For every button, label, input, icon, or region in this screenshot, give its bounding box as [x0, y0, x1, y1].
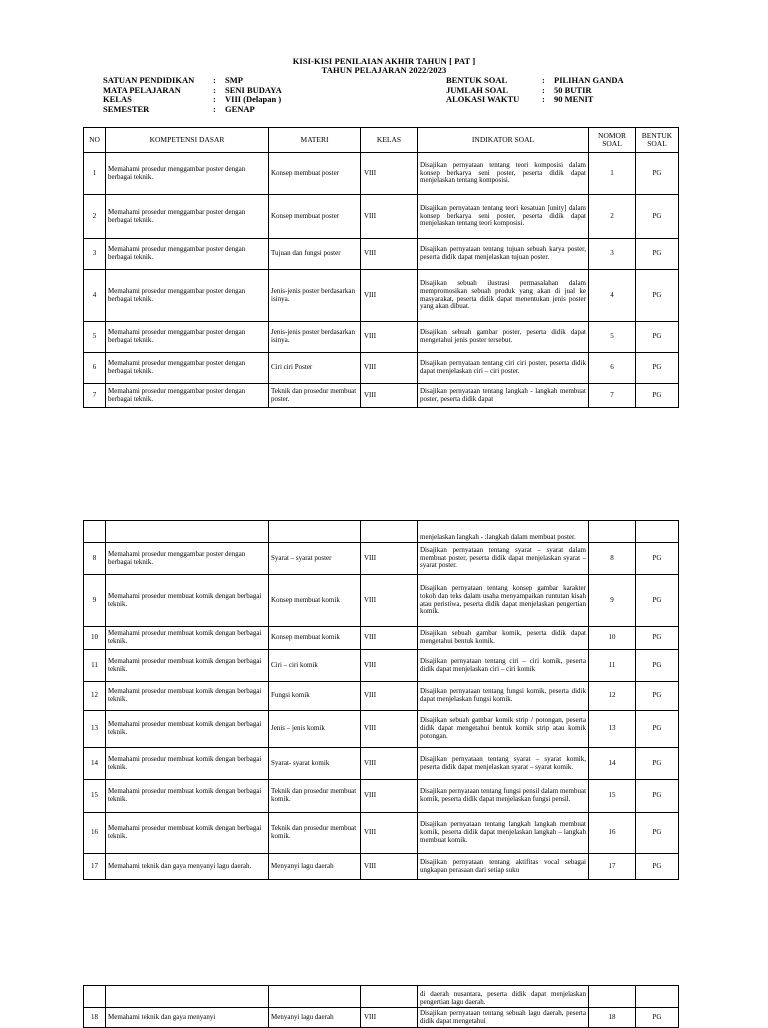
table-row: 5 Memahami prosedur menggambar poster dengan berbagai teknik. Jenis-jenis poster berdasarkan isinya. VIII Disajikan sebuah gambar poster, peserta didik dapat mengetahui jenis poster tersebut. 5 PG — [84, 322, 679, 353]
kisi-kisi-table-page2 — [83, 520, 679, 880]
meta-row: ALOKASI WAKTU : 90 MENIT — [446, 94, 594, 104]
meta-row: SATUAN PENDIDIKAN : SMP — [103, 75, 243, 85]
table-row: 18 Memahami teknik dan gaya menyanyi Menyanyi lagu daerah VIII Disajikan pernyataan tentang sebuah lagu daerah, peserta didik dapat mengetahui 18 PG — [84, 1008, 679, 1028]
table-row: 10 Memahami prosedur membuat komik dengan berbagai teknik. Konsep membuat komik VIII Disajikan sebuah gambar komik, peserta didik dapat mengetahui bentuk komik. 10 PG — [84, 627, 679, 650]
col-header-materi: MATERI — [269, 128, 361, 153]
meta-row: BENTUK SOAL : PILIHAN GANDA — [446, 75, 624, 85]
table-row: 14 Memahami prosedur membuat komik dengan berbagai teknik. Syarat- syarat komik VIII Disajikan pernyataan tentang syarat – syarat komik, peserta didik dapat menjelaskan syarat – syarat komik. 14 PG — [84, 748, 679, 780]
table-row: 9 Memahami prosedur membuat komik dengan berbagai teknik. Konsep membuat komik VIII Disajikan pernyataan tentang konsep gambar karakter tokoh dan teks dalam usaha menyampaikan runtutan kisah atau peristiwa, peserta didik dapat menjelaskan pengertian komik. 9 PG — [84, 575, 679, 627]
meta-row: KELAS : VIII (Delapan ) — [103, 94, 282, 104]
col-header-kelas: KELAS — [361, 128, 418, 153]
table-row: 17 Memahami teknik dan gaya menyanyi lagu daerah. Menyanyi lagu daerah VIII Disajikan pernyataan tentang aktifitas vocal sebagai ungkapan perasaan dari setiap suku 17 PG — [84, 854, 679, 880]
meta-right — [446, 76, 624, 105]
meta-row: MATA PELAJARAN : SENI BUDAYA — [103, 84, 282, 95]
document-title: KISI-KISI PENILAIAN AKHIR TAHUN [ PAT ] — [292, 56, 476, 66]
table-row: 2 Memahami prosedur menggambar poster dengan berbagai teknik. Konsep membuat poster VIII Disajikan pernyataan tentang teori kesatuan [unity] dalam konsep berkarya seni poster, peserta didik dapat menjelaskan tentang teori komposisi. 2 PG — [84, 195, 679, 239]
kisi-kisi-table-page3 — [83, 985, 679, 1028]
table-row: 11 Memahami prosedur membuat komik dengan berbagai teknik. Ciri – ciri komik VIII Disajikan pernyataan tentang ciri – ciri komik, peserta didik dapat menjelaskan ciri – ciri komik 11 PG — [84, 650, 679, 682]
table-header-row — [84, 128, 679, 153]
meta-row: SEMESTER : GENAP — [103, 103, 255, 114]
table-row: 6 Memahami prosedur menggambar poster dengan berbagai teknik. Ciri ciri Poster VIII Disajikan pernyataan tentang ciri ciri poster, peserta didik dapat menjelaskan ciri – ciri poster. 6 PG — [84, 353, 679, 384]
table-row: 13 Memahami prosedur membuat komik dengan berbagai teknik. Jenis – jenis komik VIII Disajikan sebuah gambar komik strip / potongan, peserta didik dapat mengetahui bentuk komik strip atau komik potongan. 13 PG — [84, 711, 679, 748]
table-row: 3 Memahami prosedur menggambar poster dengan berbagai teknik. Tujuan dan fungsi poster VIII Disajikan pernyataan tentang tujuan sebuah karya poster, peserta didik dapat menjelaskan tujuan poster. 3 PG — [84, 239, 679, 270]
document-subtitle: TAHUN PELAJARAN 2022/2023 — [321, 65, 447, 75]
table-row: 12 Memahami prosedur membuat komik dengan berbagai teknik. Fungsi komik VIII Disajikan pernyataan tentang fungsi komik, peserta didik dapat menjelaskan fungsi komik. 12 PG — [84, 682, 679, 711]
col-header-bentuk: BENTUK SOAL — [636, 128, 679, 153]
col-header-kd: KOMPETENSI DASAR — [106, 128, 269, 153]
col-header-indikator: INDIKATOR SOAL — [418, 128, 589, 153]
table-row-continuation: menjelaskan langkah - :langkah dalam membuat poster. — [84, 521, 679, 543]
table-row-continuation: di daerah nusantara, peserta didik dapat menjelaskan pengertian lagu daerah. — [84, 986, 679, 1008]
table-row: 1 Memahami prosedur menggambar poster dengan berbagai teknik. Konsep membuat poster VIII Disajikan pernyataan tentang teori komposisi dalam konsep berkarya seni poster, peserta didik dapat menjelaskan tentang komposisi. 1 PG — [84, 153, 679, 195]
meta-left — [103, 76, 282, 114]
table-row: 15 Memahami prosedur membuat komik dengan berbagai teknik. Teknik dan prosedur membuat komik. VIII Disajikan pernyataan tentang fungsi pensil dalam membuat komik, peserta didik dapat menjelaskan fungsi pensil. 15 PG — [84, 780, 679, 813]
table-row: 8 Memahami prosedur menggambar poster dengan berbagai teknik. Syarat – syarat poster VIII Disajikan pernyataan tentang syarat – syarat dalam membuat poster, peserta didik dapat menjelaskan syarat – syarat poster. 8 PG — [84, 543, 679, 575]
col-header-no: NO — [84, 128, 106, 153]
table-row: 4 Memahami prosedur menggambar poster dengan berbagai teknik. Jenis-jenis poster berdasarkan isinya. VIII Disajikan sebuah ilustrasi permasalahan dalam mempromosikan sebuah produk yang akan di jual ke masyarakat, peserta didik dapat menentukan jenis poster yang akan dibuat. 4 PG — [84, 270, 679, 322]
col-header-nomor: NOMOR SOAL — [589, 128, 636, 153]
table-row: 7 Memahami prosedur menggambar poster dengan berbagai teknik. Teknik dan prosedur membuat poster. VIII Disajikan pernyataan tentang langkah - langkah membuat poster, peserta didik dapat 7 PG — [84, 384, 679, 408]
meta-row: JUMLAH SOAL : 50 BUTIR — [446, 84, 592, 95]
kisi-kisi-table-page1 — [83, 127, 679, 408]
table-row: 16 Memahami prosedur membuat komik dengan berbagai teknik. Teknik dan prosedur membuat komik. VIII Disajikan pernyataan tentang langkah langkah membuat komik, peserta didik dapat menjelaskan langkah – langkah membuat komik. 16 PG — [84, 813, 679, 854]
